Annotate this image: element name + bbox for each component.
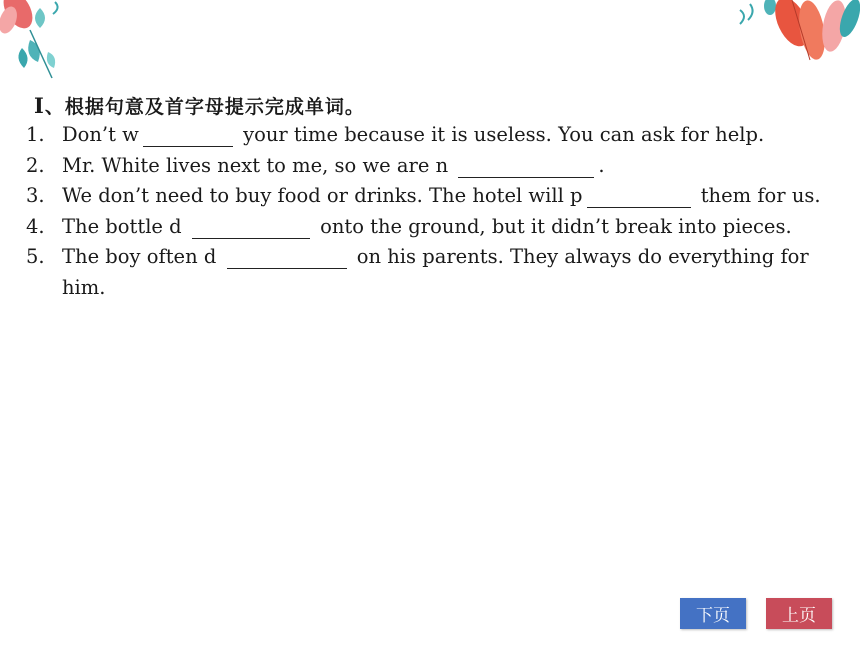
question-text-before: The boy often d (62, 245, 217, 268)
question-number: 5. (26, 245, 45, 268)
question-text-before: We don’t need to buy food or drinks. The hotel will p (62, 184, 583, 207)
question-text-after: . (598, 153, 605, 177)
question-text-before: Don’t w (62, 123, 139, 146)
question-text-after: your time because it is useless. You can ask for help. (243, 123, 765, 146)
question-4 (26, 212, 836, 243)
question-text-after: on his parents. They always do everything for him. (62, 245, 809, 299)
question-text-after: onto the ground, but it didn’t break into pieces. (320, 214, 792, 238)
answer-blank[interactable] (192, 218, 310, 239)
question-number: 4. (26, 214, 45, 238)
answer-blank[interactable] (458, 157, 594, 178)
question-3 (26, 181, 836, 212)
next-page-button[interactable]: 下页 (680, 598, 746, 629)
answer-blank[interactable] (227, 248, 347, 269)
question-number: 1. (26, 123, 45, 146)
floral-decoration-right-icon (730, 0, 860, 70)
floral-decoration-left-icon (0, 0, 90, 90)
question-list (26, 120, 836, 303)
answer-blank[interactable] (587, 187, 691, 208)
question-number: 3. (26, 184, 45, 207)
question-number: 2. (26, 153, 45, 177)
previous-page-button[interactable]: 上页 (766, 598, 832, 629)
section-heading (34, 92, 365, 119)
question-2 (26, 151, 836, 182)
question-text-before: The bottle d (62, 214, 182, 238)
question-1 (26, 120, 836, 151)
question-text-after: them for us. (700, 184, 821, 207)
answer-blank[interactable] (143, 126, 233, 147)
question-text-before: Mr. White lives next to me, so we are n (62, 153, 449, 177)
section-title: 、根据句意及首字母提示完成单词。 (44, 96, 365, 118)
question-5 (26, 242, 836, 303)
section-numeral: I (34, 93, 45, 118)
